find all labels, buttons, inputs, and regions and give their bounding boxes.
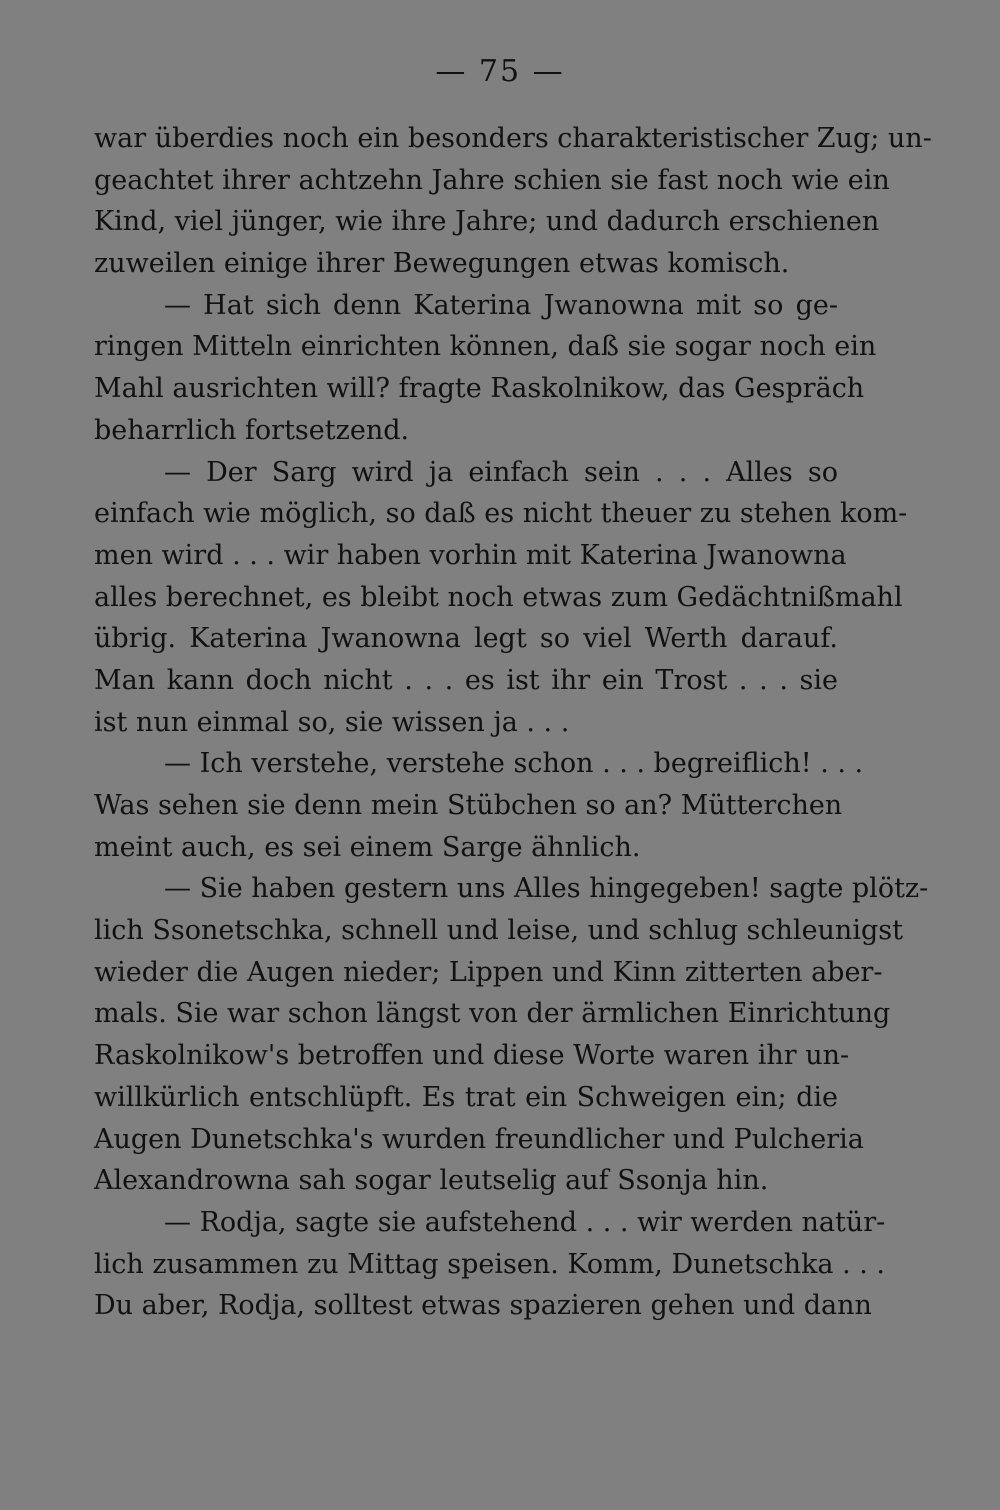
text-line: beharrlich fortsetzend. <box>94 414 410 446</box>
text-line: alles berechnet, es bleibt noch etwas zum Gedächtnißmahl <box>94 581 903 613</box>
text-line: — Hat sich denn Katerina Jwanowna mit so ge- <box>164 289 838 321</box>
text-line: ringen Mitteln einrichten können, daß sie sogar noch ein <box>94 331 877 363</box>
text-line: Mahl ausrichten will? fragte Raskolnikow, das Gespräch <box>94 373 865 405</box>
text-line: Augen Dunetschka's wurden freundlicher und Pulcheria <box>94 1123 864 1155</box>
text-line: — Ich verstehe, verstehe schon . . . begreiflich! . . . <box>164 748 864 780</box>
text-line: Was sehen sie denn mein Stübchen so an? Mütterchen <box>94 790 843 821</box>
text-line: — Sie haben gestern uns Alles hingegeben! sagte plötz- <box>164 873 929 905</box>
text-line: Raskolnikow's betroffen und diese Worte waren ihr un- <box>94 1040 850 1072</box>
text-line: Du aber, Rodja, solltest etwas spazieren gehen und dann <box>94 1290 872 1322</box>
text-line: men wird . . . wir haben vorhin mit Katerina Jwanowna <box>94 539 847 571</box>
text-line: lich Ssonetschka, schnell und leise, und schlug schleunigst <box>94 915 903 947</box>
text-line: lich zusammen zu Mittag speisen. Komm, Dunetschka . . . <box>94 1248 886 1280</box>
text-line: zuweilen einige ihrer Bewegungen etwas komisch. <box>94 248 790 280</box>
page-number: — 75 — <box>435 54 565 89</box>
text-line: war überdies noch ein besonders charakteristischer Zug; un- <box>94 123 932 154</box>
text-line: einfach wie möglich, so daß es nicht theuer zu stehen kom- <box>94 498 908 530</box>
text-line: — Der Sarg wird ja einfach sein . . . Alles so <box>164 456 838 488</box>
text-line: mals. Sie war schon längst von der ärmlichen Einrichtung <box>94 998 891 1030</box>
text-line: willkürlich entschlüpft. Es trat ein Schweigen ein; die <box>94 1081 838 1113</box>
text-line: — Rodja, sagte sie aufstehend . . . wir werden natür- <box>164 1206 886 1238</box>
text-line: Man kann doch nicht . . . es ist ihr ein Trost . . . sie <box>94 664 838 696</box>
text-line: geachtet ihrer achtzehn Jahre schien sie fast noch wie ein <box>94 164 890 196</box>
text-line: wieder die Augen nieder; Lippen und Kinn zitterten aber- <box>94 956 883 988</box>
text-line: meint auch, es sei einem Sarge ähnlich. <box>94 831 641 863</box>
text-line: Alexandrowna sah sogar leutselig auf Ssonja hin. <box>94 1165 769 1197</box>
body-text <box>94 118 932 1327</box>
text-line: übrig. Katerina Jwanowna legt so viel Werth darauf. <box>94 623 838 655</box>
text-line: ist nun einmal so, sie wissen ja . . . <box>94 706 570 738</box>
text-line: Kind, viel jünger, wie ihre Jahre; und dadurch erschienen <box>94 206 880 238</box>
